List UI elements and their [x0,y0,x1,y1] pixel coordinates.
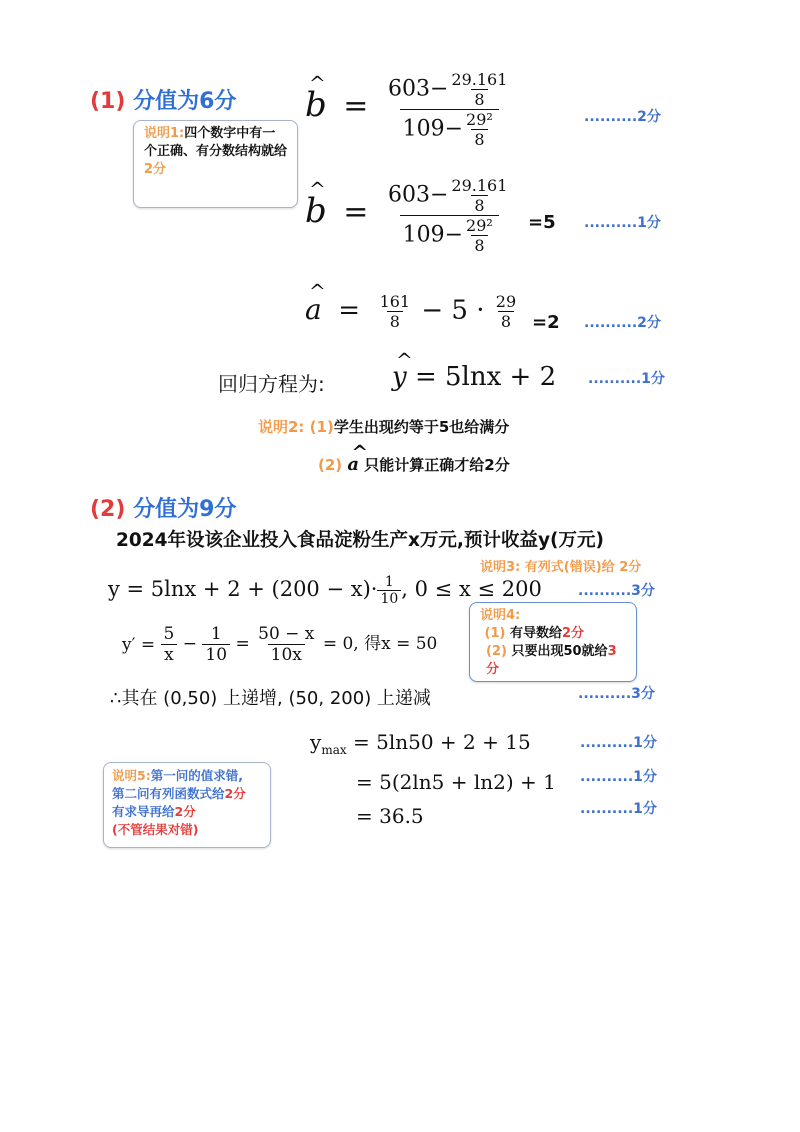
part1-title: 分值为6分 [133,89,237,114]
part2-number: (2) [90,497,126,522]
eq1-points: ..........3分 [578,583,655,599]
a-frac-1: $\frac{161}{8}$ [379,292,411,331]
ymax-label: y [310,730,322,754]
note3-label: 说明3: [480,560,521,575]
monotone-statement: ∴其在 (0,50) 上递增, (50, 200) 上递减 [110,688,431,709]
b-num-main: 603− [387,76,449,102]
regression-eq: = 5lnx + 2 [414,362,557,392]
a-mid: − 5 · [421,295,485,326]
note5-box: 说明5:第一问的值求错, 第二问有列函数式给2分 有求导再给2分 (不管结果对错) [103,762,271,848]
part2-heading [90,492,236,523]
note1-label: 说明1: [144,126,185,141]
a-frac-2: $\frac{29}{8}$ [495,292,517,331]
eq1-right: , 0 ≤ x ≤ 200 [401,577,542,601]
note2-a-hat: ^ a [347,454,359,475]
derivative: y′ = $\frac{5}{x}$ − $\frac{1}{10}$ = $\frac{50 - x}{10x}$ = 0, 得x = 50 [122,624,438,665]
note2-line1: 说明2: (1)学生出现约等于5也给满分 [258,418,510,436]
regression-equation [392,362,556,392]
ymax-line2: = 5(2ln5 + ln2) + 1 [356,770,556,794]
a-hat-formula: ^ a = $\frac{161}{8}$ − 5 · $\frac{29}{8}$ [305,292,519,331]
note2-item2: 只能计算正确才给2分 [364,456,510,474]
monotone-points: ..........3分 [578,686,655,702]
b-den-sub-den: 8 [471,129,487,149]
ymax-line2-points: ..........1分 [580,769,657,785]
note1-box [133,120,298,208]
b-hat-symbol: ^ b [305,85,327,125]
b-hat-fraction [385,70,513,149]
note2-label: 说明2: [258,418,305,436]
line4-points: ..........1分 [588,371,665,387]
a-hat-result: =2 [532,312,560,333]
b-den-main: 109− [402,116,464,142]
note2-item1: 学生出现约等于5也给满分 [333,418,510,436]
b-hat-result: =5 [528,212,556,233]
b-den-sub-num: 29² [466,110,493,129]
ymax-line3: = 36.5 [356,804,424,828]
b-num-sub-num: 29.161 [451,70,508,89]
note5-label: 说明5: [112,768,151,783]
line2-points: ..........1分 [584,215,661,231]
note1-points: 2分 [144,162,167,177]
part2-title: 分值为9分 [133,497,237,522]
ymax-line1: $y_{max} = 5\ln 50 + 2 + 15$ [310,730,531,757]
ymax-line3-points: ..........1分 [580,801,657,817]
regression-label: 回归方程为: [218,372,325,396]
eq1: y = 5lnx + 2 + (200 − x)· $\frac{1}{10}$ , 0 ≤ x ≤ 200 [108,574,542,607]
b-hat-symbol-2: ^ b [305,191,327,231]
note2-line2: (2) ^ a 只能计算正确才给2分 [318,454,510,475]
note3-text: 有列式(错误)给 [524,560,615,575]
ymax-line1-points: ..........1分 [580,735,657,751]
b-hat-formula-1: ^ b = 603− $\frac{29.161}{8}$ 109− $\frac{\text{29²}}{8}$ [305,70,513,149]
line3-points: ..........2分 [584,315,661,331]
y-hat-symbol: ^ y [392,362,407,392]
ymax-sub: max [321,743,347,757]
line1-points: ..........2分 [584,109,661,125]
a-hat-symbol: ^ a [305,293,322,326]
note3-points: 2分 [619,560,642,575]
note1-text: 四个数字中有一个正确、有分数结构就给 [144,126,288,159]
b-hat-formula-2: ^ b = 603− $\frac{29.161}{8}$ 109− $\frac{\text{29²}}{8}$ [305,176,513,255]
part1-number: (1) [90,89,126,114]
b-num-sub-den: 8 [471,89,487,109]
eq1-left: y = 5lnx + 2 + (200 − x)· [108,577,378,601]
part2-statement: 2024年设该企业投入食品淀粉生产x万元,预计收益y(万元) [116,530,604,551]
part1-heading [90,84,236,115]
note4-box: 说明4: (1) 有导数给2分 (2) 只要出现50就给3分 [469,602,637,682]
note4-label: 说明4: [480,608,521,623]
note3 [480,556,641,575]
b-hat-fraction-2: 603− $\frac{29.161}{8}$ 109− $\frac{\text{29²}}{8}$ [387,176,508,255]
